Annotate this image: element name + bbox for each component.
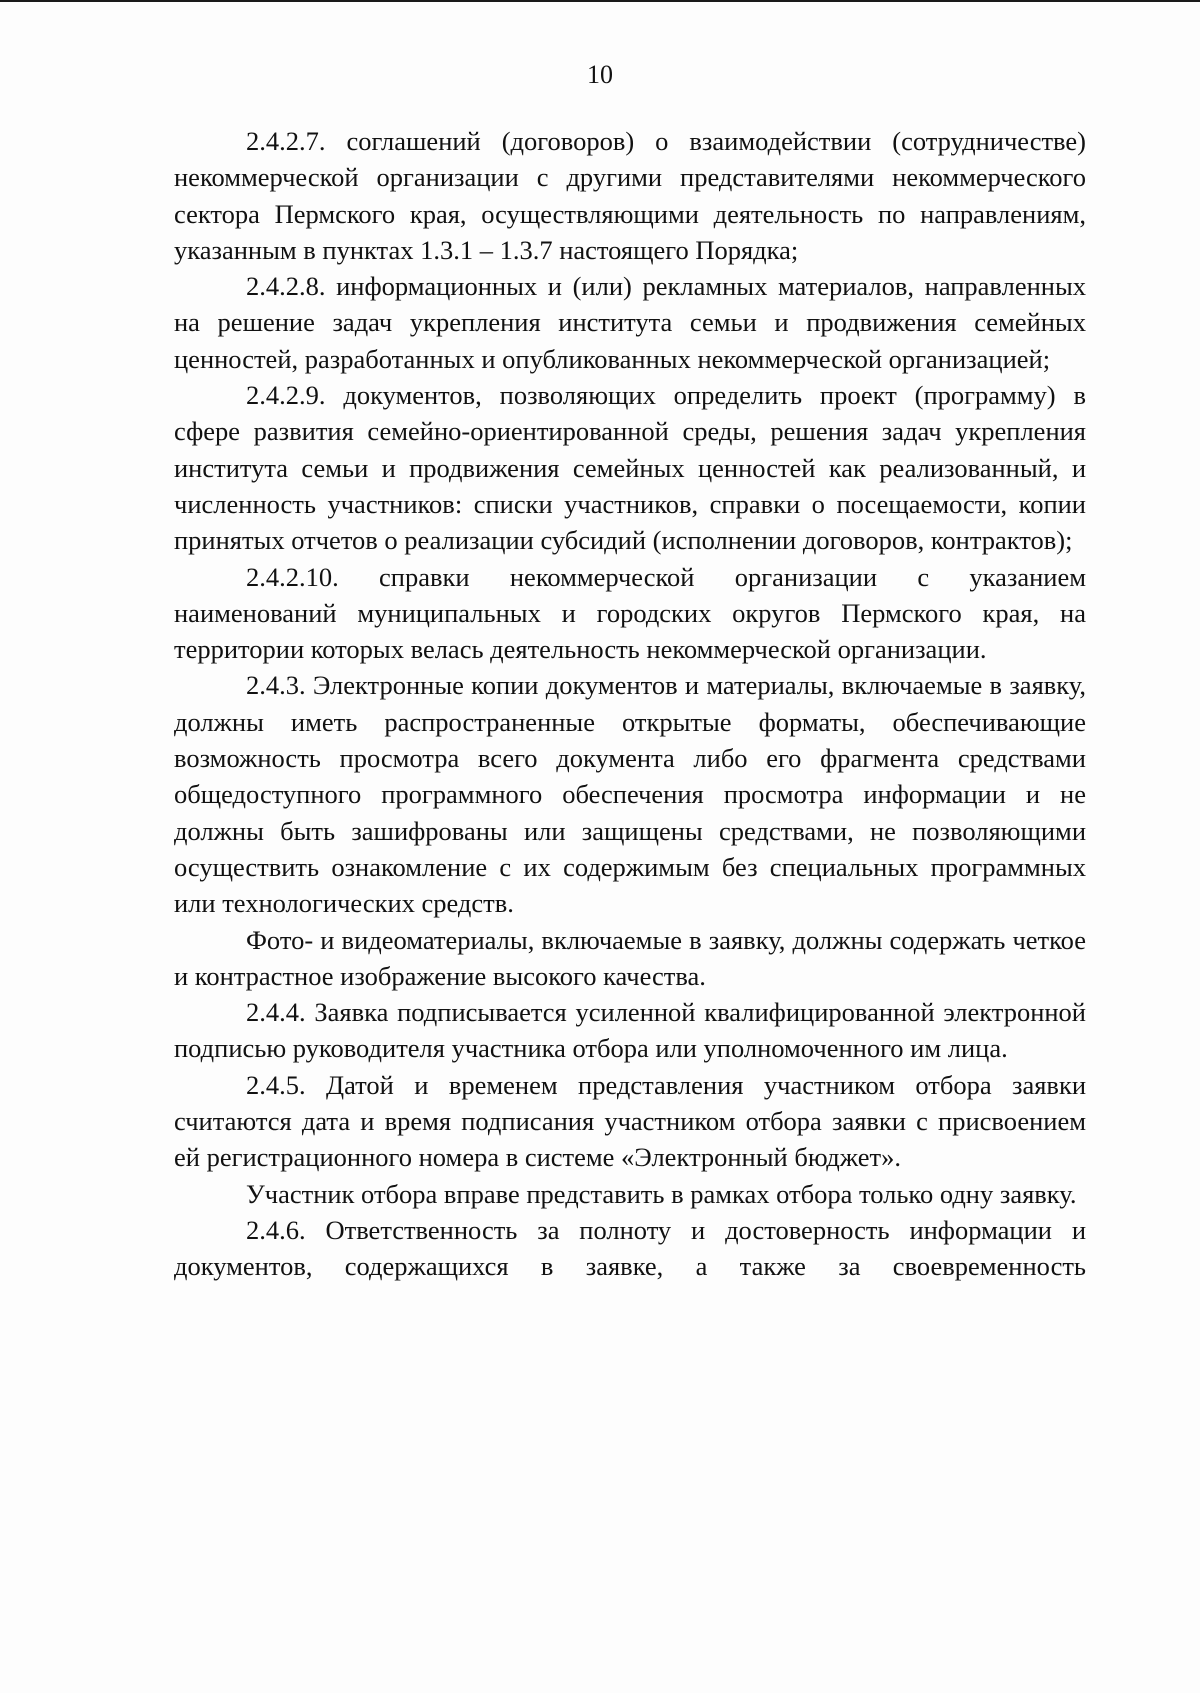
- paragraph-2-4-2-8: 2.4.2.8. информационных и (или) рекламных материалов, направленных на решение задач укрепления института семьи и продвижения семейных ценностей, разработанных и опубликованных некоммерческой организацией;: [174, 271, 1086, 374]
- paragraph-single-application: Участник отбора вправе представить в рамках отбора только одну заявку.: [246, 1178, 1077, 1209]
- paragraph-2-4-4: 2.4.4. Заявка подписывается усиленной квалифицированной электронной подписью руководителя участника отбора или уполномоченного им лица.: [174, 997, 1086, 1064]
- paragraph-photo-video-materials: Фото- и видеоматериалы, включаемые в заявку, должны содержать четкое и контрастное изображение высокого качества.: [174, 924, 1086, 991]
- page-number: 10: [587, 60, 613, 89]
- document-body: [174, 123, 1086, 1285]
- paragraph-2-4-2-10: 2.4.2.10. справки некоммерческой организации с указанием наименований муниципальных и городских округов Пермского края, на территории которых велась деятельность некоммерческой организации.: [174, 561, 1086, 665]
- paragraph-2-4-3: 2.4.3. Электронные копии документов и материалы, включаемые в заявку, должны иметь распространенные открытые форматы, обеспечивающие возможность просмотра всего документа либо его фрагмента средствами общедоступного программного обеспечения просмотра информации и не должны быть зашифрованы или защищены средствами, не позволяющими осуществить ознакомление с их содержимым без специальных программных или технологических средств.: [174, 670, 1086, 919]
- paragraph-2-4-6: 2.4.6. Ответственность за полноту и достоверность информации и документов, содержащихся в заявке, а также за своевременность: [174, 1214, 1086, 1282]
- paragraph-2-4-5: 2.4.5. Датой и временем представления участником отбора заявки считаются дата и время подписания участником отбора заявки с присвоением ей регистрационного номера в системе «Электронный бюджет».: [174, 1069, 1086, 1173]
- paragraph-2-4-2-9: 2.4.2.9. документов, позволяющих определить проект (программу) в сфере развития семейно-ориентированной среды, решения задач укрепления института семьи и продвижения семейных ценностей как реализованный, и численность участников: списки участников, справки о посещаемости, копии принятых отчетов о реализации субсидий (исполнении договоров, контрактов);: [174, 380, 1086, 556]
- paragraph-2-4-2-7: 2.4.2.7. соглашений (договоров) о взаимодействии (сотрудничестве) некоммерческой организации с другими представителями некоммерческого сектора Пермского края, осуществляющими деятельность по направлениям, указанным в пунктах 1.3.1 – 1.3.7 настоящего Порядка;: [174, 126, 1086, 265]
